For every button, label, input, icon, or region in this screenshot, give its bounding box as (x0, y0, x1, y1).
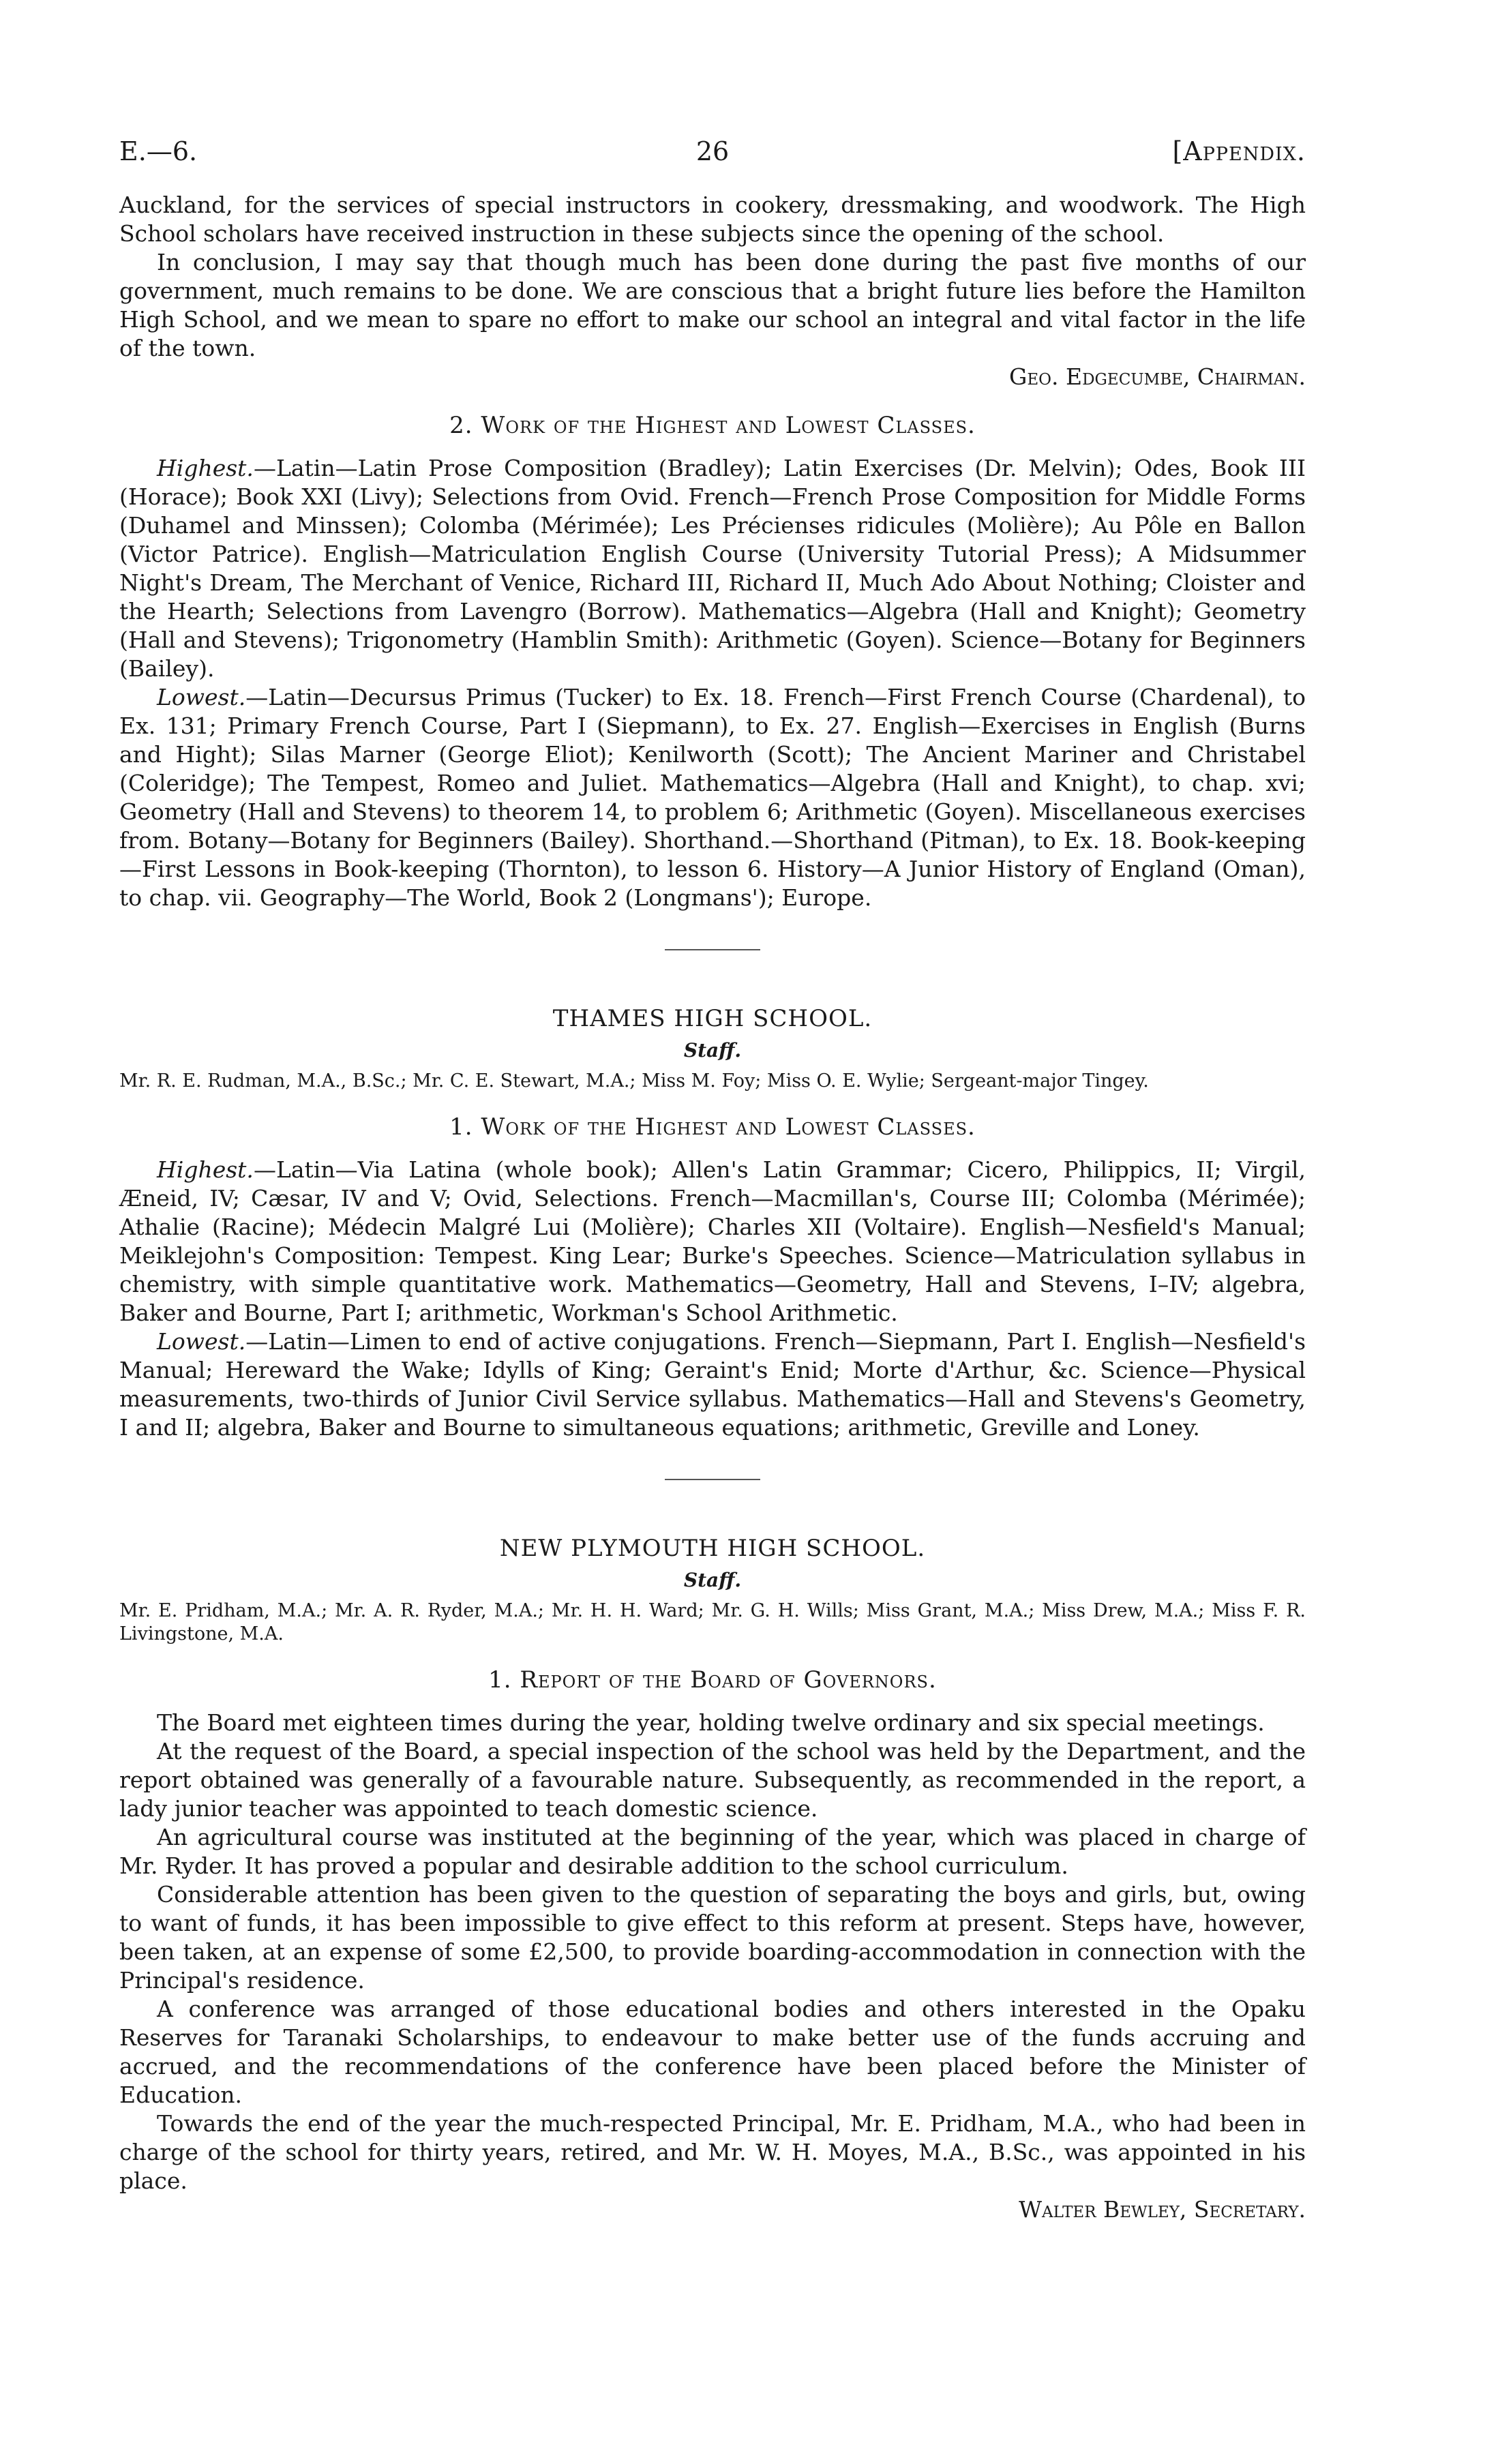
page-number: 26 (695, 136, 730, 166)
signature: Geo. Edgecumbe, Chairman. (1009, 363, 1306, 390)
page (119, 136, 1306, 2224)
thames-section (119, 1005, 1306, 1480)
lowest-label: Lowest. (157, 684, 246, 710)
divider (665, 949, 760, 950)
staff-heading: Staff. (683, 1569, 742, 1591)
highest-text: —Latin—Latin Prose Composition (Bradley); Latin Exercises (Dr. Melvin); Odes, Book III (Horace); Book XXI (Livy); Selections from Ovid. French—French Prose Composition for Middle Forms (Duhamel and Minssen); Colomba (Mérimée); Les Précienses ridicules (Molière); Au Pôle en Ballon (Victor Patrice). English—Matriculation English Course (University Tutorial Press); A Midsummer Night's Dream, The Merchant of Venice, Richard III, Richard II, Much Ado About Nothing; Cloister and the Hearth; Selections from Lavengro (Borrow). Mathematics—Algebra (Hall and Knight); Geometry (Hall and Stevens); Trigonometry (Hamblin Smith): Arithmetic (Goyen). Science—Botany for Beginners (Bailey). (119, 455, 1306, 682)
school-title: THAMES HIGH SCHOOL. (552, 1005, 873, 1032)
staff-list: Mr. R. E. Rudman, M.A., B.Sc.; Mr. C. E. Stewart, M.A.; Miss M. Foy; Miss O. E. Wylie; Sergeant-major Tingey. (119, 1070, 1149, 1092)
report-code: E.—6. (119, 136, 198, 166)
paragraph: At the request of the Board, a special inspection of the school was held by the Department, and the report obtained was generally of a favourable nature. Subsequently, as recommended in the report, a lady junior teacher was appointed to teach domestic science. (119, 1738, 1306, 1822)
staff-heading: Staff. (683, 1039, 742, 1062)
lowest-text: —Latin—Decursus Primus (Tucker) to Ex. 18. French—First French Course (Chardenal), to Ex. 131; Primary French Course, Part I (Siepmann), to Ex. 27. English—Exercises in English (Burns and Hight); Silas Marner (George Eliot); Kenilworth (Scott); The Ancient Mariner and Christabel (Coleridge); The Tempest, Romeo and Juliet. Mathematics—Algebra (Hall and Knight), to chap. xvi; Geometry (Hall and Stevens) to theorem 14, to problem 6; Arithmetic (Goyen). Miscellaneous exercises from. Botany—Botany for Beginners (Bailey). Shorthand.—Shorthand (Pitman), to Ex. 18. Book-keeping—First Lessons in Book-keeping (Thornton), to lesson 6. History—A Junior History of England (Oman), to chap. vii. Geography—The World, Book 2 (Longmans'); Europe. (119, 684, 1306, 911)
paragraph: An agricultural course was instituted at the beginning of the year, which was placed in charge of Mr. Ryder. It has proved a popular and desirable addition to the school curriculum. (119, 1824, 1306, 1879)
lowest-label: Lowest. (157, 1328, 246, 1355)
school-title: NEW PLYMOUTH HIGH SCHOOL. (499, 1535, 926, 1562)
paragraph: Considerable attention has been given to the question of separating the boys and girls, but, owing to want of funds, it has been impossible to give effect to this reform at present. Steps have, however, been taken, at an expense of some £2,500, to provide boarding-accommodation in connection with the Principal's residence. (119, 1881, 1306, 1994)
divider (665, 1479, 760, 1480)
highest-classes (119, 1156, 1306, 1327)
page-header (119, 136, 1306, 191)
paragraph: The Board met eighteen times during the year, holding twelve ordinary and six special meetings. (157, 1709, 1265, 1736)
auckland-section (119, 191, 1306, 950)
highest-label: Highest. (157, 455, 254, 481)
lowest-classes (119, 1327, 1306, 1442)
new-plymouth-section (119, 1535, 1306, 2224)
staff-list: Mr. E. Pridham, M.A.; Mr. A. R. Ryder, M.A.; Mr. H. H. Ward; Mr. G. H. Wills; Miss Grant, M.A.; Miss Drew, M.A.; Miss F. R. Livingstone, M.A. (119, 1600, 1306, 1644)
highest-text: —Latin—Via Latina (whole book); Allen's Latin Grammar; Cicero, Philippics, II; Virgil, Æneid, IV; Cæsar, IV and V; Ovid, Selections. French—Macmillan's, Course III; Colomba (Mérimée); Athalie (Racine); Médecin Malgré Lui (Molière); Charles XII (Voltaire). English—Nesfield's Manual; Meiklejohn's Composition: Tempest. King Lear; Burke's Speeches. Science—Matriculation syllabus in chemistry, with simple quantitative work. Mathematics—Geometry, Hall and Stevens, I–IV; algebra, Baker and Bourne, Part I; arithmetic, Workman's School Arithmetic. (119, 1156, 1306, 1326)
paragraph: Auckland, for the services of special instructors in cookery, dressmaking, and woodwork. The High School scholars have received instruction in these subjects since the opening of the school. (119, 192, 1306, 247)
signature: Walter Bewley, Secretary. (1019, 2196, 1306, 2223)
highest-classes (119, 454, 1306, 683)
lowest-classes (119, 683, 1306, 912)
section-heading: 2. Work of the Highest and Lowest Classes. (449, 412, 976, 439)
paragraph: In conclusion, I may say that though much has been done during the past five months of our government, much remains to be done. We are conscious that a bright future lies before the Hamilton High School, and we mean to spare no effort to make our school an integral and vital factor in the life of the town. (119, 249, 1306, 361)
paragraph: A conference was arranged of those educational bodies and others interested in the Opaku Reserves for Taranaki Scholarships, to endeavour to make better use of the funds accruing and accrued, and the recommendations of the conference have been placed before the Minister of Education. (119, 1996, 1306, 2108)
section-label: [Appendix. (1172, 136, 1306, 166)
lowest-text: —Latin—Limen to end of active conjugations. French—Siepmann, Part I. English—Nesfield's Manual; Hereward the Wake; Idylls of King; Geraint's Enid; Morte d'Arthur, &c. Science—Physical measurements, two-thirds of Junior Civil Service syllabus. Mathematics—Hall and Stevens's Geometry, I and II; algebra, Baker and Bourne to simultaneous equations; arithmetic, Greville and Loney. (119, 1328, 1306, 1441)
highest-label: Highest. (157, 1156, 254, 1183)
section-heading: 1. Work of the Highest and Lowest Classes. (449, 1113, 976, 1141)
section-heading: 1. Report of the Board of Governors. (488, 1666, 937, 1694)
paragraph: Towards the end of the year the much-respected Principal, Mr. E. Pridham, M.A., who had been in charge of the school for thirty years, retired, and Mr. W. H. Moyes, M.A., B.Sc., was appointed in his place. (119, 2110, 1306, 2194)
